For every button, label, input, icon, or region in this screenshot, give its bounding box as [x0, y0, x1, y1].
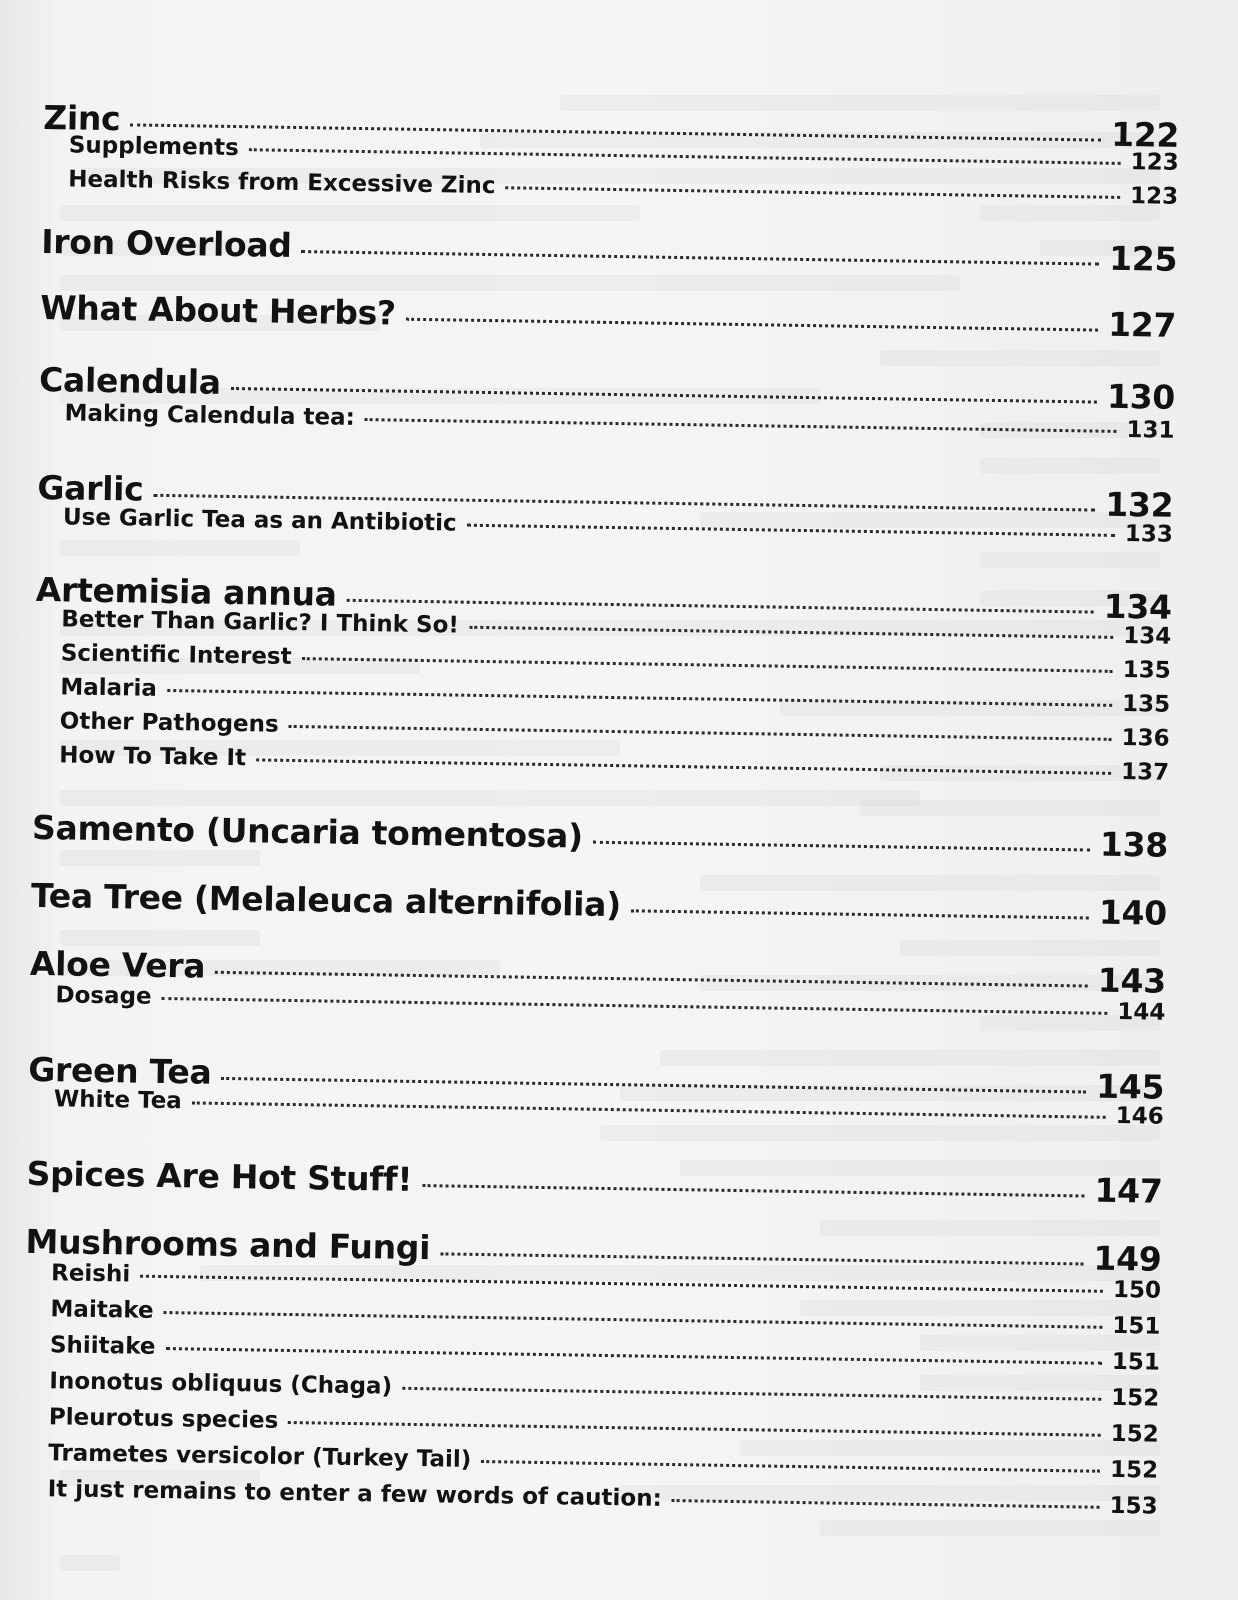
- toc-section-entry: [23, 1404, 1159, 1448]
- toc-entry-title: Better Than Garlic? I Think So!: [61, 606, 460, 639]
- dot-leader: [249, 148, 1121, 165]
- show-through-text-line: [980, 458, 1160, 474]
- toc-page-number: 127: [1107, 304, 1177, 345]
- dot-leader: [593, 841, 1090, 852]
- toc-section-entry: [24, 1296, 1160, 1340]
- dot-leader: [289, 725, 1112, 741]
- table-of-contents: [25, 70, 1180, 1520]
- toc-page-number: 123: [1129, 183, 1179, 210]
- toc-chapter-entry: [26, 1154, 1162, 1211]
- toc-page-number: 135: [1121, 691, 1171, 718]
- toc-entry-title: It just remains to enter a few words of caution:: [47, 1476, 662, 1512]
- toc-section-entry: [22, 1440, 1158, 1484]
- show-through-text-line: [60, 1555, 120, 1571]
- toc-entry-title: Supplements: [68, 132, 239, 162]
- toc-entry-title: White Tea: [53, 1086, 183, 1115]
- toc-page-number: 137: [1120, 759, 1170, 786]
- toc-page-number: 150: [1112, 1276, 1162, 1304]
- show-through-text-line: [60, 930, 260, 946]
- show-through-text-line: [980, 552, 1160, 568]
- dot-leader: [231, 387, 1097, 404]
- toc-entry-title: Inonotus obliquus (Chaga): [49, 1368, 393, 1400]
- toc-entry-title: Mushrooms and Fungi: [25, 1221, 431, 1268]
- toc-page-number: 132: [1105, 484, 1174, 525]
- show-through-text-line: [860, 800, 1160, 816]
- toc-entry-title: Shiitake: [49, 1332, 156, 1360]
- dot-leader: [402, 1387, 1101, 1401]
- toc-entry-title: Malaria: [60, 674, 158, 702]
- toc-page-number: 147: [1094, 1170, 1163, 1211]
- toc-entry-title: Use Garlic Tea as an Antibiotic: [62, 504, 457, 537]
- toc-page-number: 153: [1109, 1492, 1158, 1520]
- toc-entry-title: Zinc: [42, 97, 121, 139]
- dot-leader: [162, 997, 1108, 1015]
- toc-entry-title: Scientific Interest: [60, 640, 292, 670]
- toc-page-number: 151: [1111, 1348, 1161, 1376]
- dot-leader: [164, 1311, 1103, 1329]
- toc-section-entry: [24, 1332, 1160, 1376]
- show-through-text-line: [60, 275, 960, 291]
- toc-page-number: 152: [1110, 1420, 1159, 1448]
- toc-entry-title: Calendula: [38, 359, 222, 402]
- toc-section-entry: [22, 1476, 1158, 1520]
- show-through-text-line: [820, 1520, 1160, 1536]
- toc-page-number: 152: [1109, 1456, 1159, 1484]
- toc-page-number: 135: [1122, 657, 1171, 684]
- show-through-text-line: [60, 850, 260, 866]
- toc-entry-title: Spices Are Hot Stuff!: [26, 1153, 413, 1199]
- toc-chapter-entry: [32, 808, 1168, 865]
- show-through-text-line: [60, 790, 920, 806]
- toc-entry-title: Green Tea: [27, 1049, 212, 1092]
- dot-leader: [672, 1499, 1100, 1509]
- toc-chapter-entry: [40, 288, 1176, 345]
- toc-page-number: 143: [1097, 960, 1167, 1001]
- toc-page-number: 122: [1110, 114, 1180, 155]
- toc-page-number: 151: [1112, 1312, 1161, 1340]
- dot-leader: [422, 1184, 1084, 1197]
- dot-leader: [481, 1460, 1100, 1473]
- dot-leader: [165, 1347, 1101, 1365]
- toc-chapter-entry: [31, 876, 1167, 933]
- dot-leader: [631, 909, 1089, 919]
- show-through-text-line: [60, 205, 640, 221]
- dot-leader: [347, 599, 1094, 614]
- toc-entry-title: Tea Tree (Melaleuca alternifolia): [30, 875, 622, 925]
- dot-leader: [440, 1252, 1083, 1265]
- toc-entry-title: How To Take It: [59, 742, 247, 772]
- show-through-text-line: [900, 940, 1160, 956]
- toc-entry-title: Reishi: [50, 1260, 131, 1288]
- toc-chapter-entry: [41, 222, 1177, 279]
- toc-entry-title: Pleurotus species: [48, 1404, 279, 1434]
- dot-leader: [167, 689, 1112, 707]
- toc-entry-title: Iron Overload: [40, 221, 292, 265]
- dot-leader: [406, 318, 1098, 332]
- toc-entry-title: What About Herbs?: [39, 287, 397, 333]
- toc-page-number: 145: [1095, 1066, 1165, 1107]
- toc-entry-title: Making Calendula tea:: [64, 400, 356, 431]
- toc-page-number: 123: [1130, 149, 1179, 176]
- show-through-text-line: [880, 350, 1160, 366]
- dot-leader: [256, 758, 1111, 774]
- show-through-text-line: [60, 540, 300, 556]
- toc-entry-title: Samento (Uncaria tomentosa): [31, 807, 584, 856]
- toc-entry-title: Health Risks from Excessive Zinc: [68, 166, 496, 200]
- dot-leader: [302, 657, 1113, 673]
- dot-leader: [288, 1421, 1100, 1437]
- toc-entry-title: Aloe Vera: [29, 943, 206, 986]
- toc-entry-title: Maitake: [50, 1296, 154, 1324]
- dot-leader: [192, 1101, 1106, 1118]
- toc-page-number: 146: [1115, 1102, 1164, 1130]
- dot-leader: [469, 626, 1113, 639]
- toc-page-number: 152: [1111, 1384, 1160, 1412]
- toc-page-number: 134: [1103, 586, 1173, 627]
- toc-entry-title: Garlic: [37, 467, 144, 509]
- toc-page-number: 125: [1108, 238, 1178, 279]
- toc-page-number: 149: [1093, 1238, 1162, 1279]
- toc-page-number: 134: [1123, 623, 1172, 650]
- show-through-text-line: [820, 1220, 1160, 1236]
- toc-entry-title: Artemisia annua: [35, 569, 338, 614]
- dot-leader: [467, 524, 1115, 537]
- toc-page-number: 130: [1106, 376, 1176, 417]
- toc-page-number: 133: [1124, 521, 1174, 548]
- toc-entry-title: Trametes versicolor (Turkey Tail): [48, 1440, 472, 1473]
- toc-entry-title: Dosage: [55, 982, 152, 1010]
- dot-leader: [505, 186, 1120, 199]
- dot-leader: [365, 418, 1117, 433]
- dot-leader: [140, 1275, 1103, 1293]
- toc-page-number: 131: [1126, 417, 1175, 444]
- toc-page-number: 140: [1098, 892, 1168, 933]
- dot-leader: [302, 250, 1100, 266]
- toc-entry-title: Other Pathogens: [59, 708, 279, 738]
- dot-leader: [215, 971, 1088, 988]
- toc-page-number: 138: [1099, 824, 1169, 865]
- toc-section-entry: [23, 1368, 1159, 1412]
- toc-page-number: 144: [1117, 998, 1166, 1026]
- toc-page-number: 136: [1121, 725, 1170, 752]
